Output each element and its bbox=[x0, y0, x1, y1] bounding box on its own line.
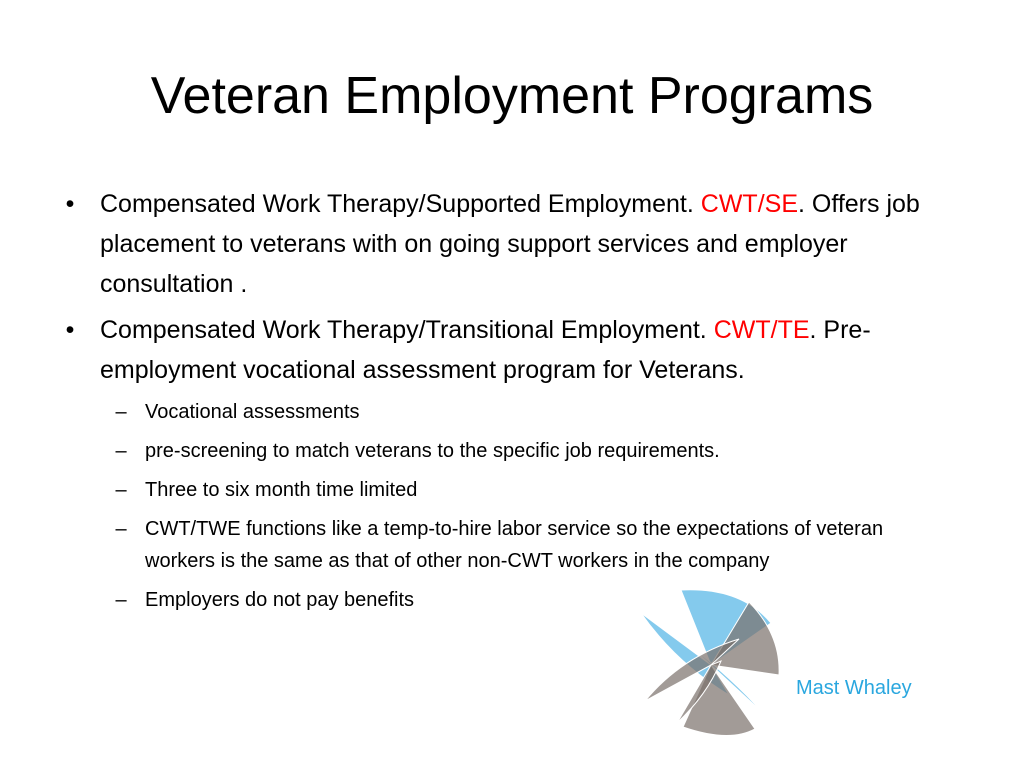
bullet-text-rest: . Offers job placement to veterans with on going support services and employer consultation . bbox=[100, 190, 920, 298]
bullet-text: Compensated Work Therapy/Supported Employment. bbox=[100, 190, 701, 218]
bullet-text-rest: . Pre-employment vocational assessment program for Veterans. bbox=[100, 316, 871, 384]
logo-name-text: Mast Whaley bbox=[796, 677, 912, 699]
sub-bullet-marker: – bbox=[115, 401, 127, 423]
sub-bullet-item bbox=[115, 435, 955, 467]
bullet-marker: • bbox=[65, 316, 75, 344]
sub-bullet-item bbox=[115, 513, 955, 577]
sub-bullet-marker: – bbox=[115, 589, 127, 611]
bullet-item-cwt-se bbox=[65, 184, 980, 304]
sub-bullet-text: Vocational assessments bbox=[145, 401, 360, 423]
sub-bullet-text: Employers do not pay benefits bbox=[145, 589, 415, 611]
sub-bullet-list bbox=[0, 396, 1024, 616]
bullet-text: Compensated Work Therapy/Transitional Employment. bbox=[100, 316, 714, 344]
sub-bullet-item bbox=[115, 474, 955, 506]
bullet-list bbox=[0, 184, 1024, 623]
bullet-item-cwt-te bbox=[65, 310, 980, 390]
sub-bullet-marker: – bbox=[115, 479, 127, 501]
sub-bullet-text: CWT/TWE functions like a temp-to-hire labor service so the expectations of veteran workers is the same as that of other non-CWT workers in the company bbox=[145, 518, 884, 572]
slide-title: Veteran Employment Programs bbox=[150, 67, 874, 125]
bullet-marker: • bbox=[65, 190, 75, 218]
sub-bullet-item bbox=[115, 584, 955, 616]
sub-bullet-text: pre-screening to match veterans to the specific job requirements. bbox=[145, 440, 720, 462]
bullet-accent-acronym: CWT/TE bbox=[713, 316, 810, 344]
sub-bullet-marker: – bbox=[115, 518, 127, 540]
sub-bullet-marker: – bbox=[115, 440, 127, 462]
pinwheel-logo-icon bbox=[636, 590, 786, 740]
sub-bullet-text: Three to six month time limited bbox=[145, 479, 418, 501]
bullet-accent-acronym: CWT/SE bbox=[700, 190, 798, 218]
sub-bullet-item bbox=[115, 396, 955, 428]
